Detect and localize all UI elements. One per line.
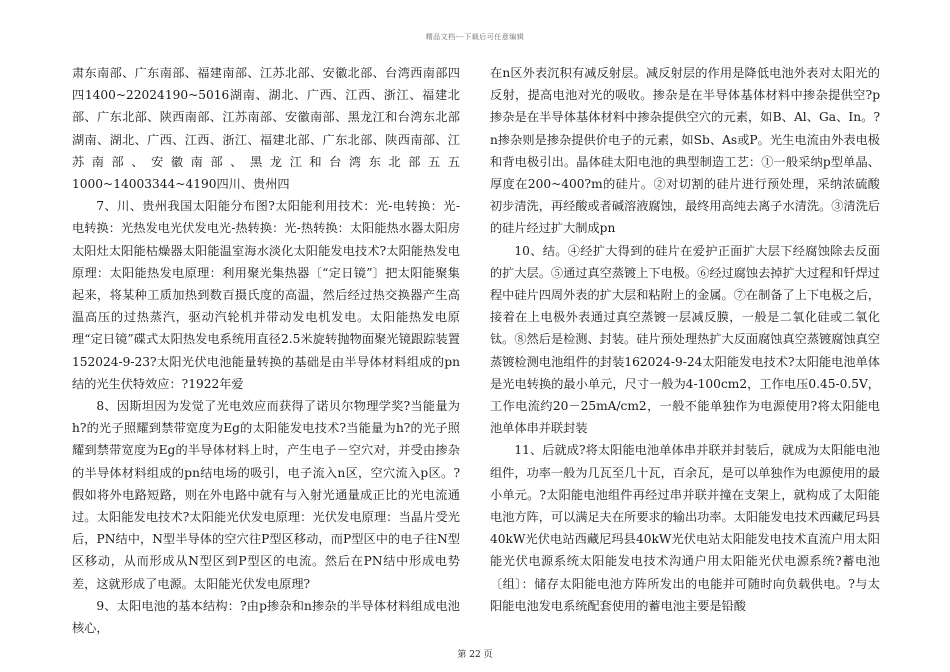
paragraph: 在n区外表沉积有减反射层。减反射层的作用是降低电池外表对太阳光的反射，提高电池对光的吸收。掺杂是在半导体基体材料中掺杂提供空?p掺杂是在半导体基体材料中掺杂提供空穴的元素，如B、Al、Ga、In。?n掺杂则是掺杂提供价电子的元素，如Sb、As或P。光生电流由外表电极和背电极引出。晶体硅太阳电池的典型制造工艺：①一般采纳p型单晶、厚度在200~400?m的硅片。②对切割的硅片进行预处理，采纳浓硫酸初步清洗，再经酸或者碱溶液腐蚀，最终用高纯去离子水清洗。③清洗后的硅片经过扩大制成pn	[490, 66, 880, 236]
page-number: 第 22 页	[457, 650, 493, 660]
paragraph: 8、因斯坦因为发觉了光电效应而获得了诺贝尔物理学奖?当能量为h?的光子照耀到禁带宽度为Eg的太阳能发电技术?当能量为h?的光子照耀到禁带宽度为Eg的半导体材料上时，产生电子－空穴对，并受由掺杂的半导体材料组成的pn结电场的吸引，电子流入n区，空穴流入p区。?假如将外电路短路，则在外电路中就有与入射光通量成正比的光电流通过。太阳能发电技术?太阳能光伏发电原理：光伏发电原理：当晶片受光后，PN结中，N型半导体的空穴往P型区移动，而P型区中的电子往N型区移动，从而形成从N型区到P型区的电流。然后在PN结中形成电势差，这就形成了电源。太阳能光伏发电原理?	[72, 399, 460, 591]
paragraph: 肃东南部、广东南部、福建南部、江苏北部、安徽北部、台湾西南部四四1400~22024190~5016湖南、湖北、广西、江西、浙江、福建北部、广东北部、陕西南部、江苏南部、安徽南部、黑龙江和台湾东北部湖南、湖北、广西、江西、浙江、福建北部、广东北部、陕西南部、江苏南部、安徽南部、黑龙江和台湾东北部五五1000~14003344~4190四川、贵州四	[72, 66, 460, 192]
paragraph: 9、太阳电池的基本结构：?由p掺杂和n掺杂的半导体材料组成电池核心，	[72, 598, 460, 636]
right-column	[490, 62, 880, 617]
paragraph: 7、川、贵州我国太阳能分布图?太阳能利用技术：光-电转换：光-电转换：光热发电光伏发电光-热转换：光-热转换：太阳能热水器太阳房太阳灶太阳能枯燥器太阳能温室海水淡化太阳能发电技术?太阳能热发电原理：太阳能热发电原理：利用聚光集热器〔“定日镜”〕把太阳能聚集起来，将某种工质加热到数百摄氏度的高温，然后经过热交换器产生高温高压的过热蒸汽，驱动汽轮机并带动发电机发电。太阳能热发电原理“定日镜”碟式太阳热发电系统用直径2.5米旋转抛物面聚光镜跟踪装置152024-9-23?太阳光伏电池能量转换的基础是由半导体材料组成的pn结的光生伏特效应：?1922年爱	[72, 199, 460, 391]
paragraph: 11、后就成?将太阳能电池单体串并联并封装后，就成为太阳能电池组件，功率一般为几瓦至几十瓦，百余瓦，是可以单独作为电源使用的最小单元。?太阳能电池组件再经过串并联并撞在支架上，就构成了太阳能电池方阵，可以满足夫在所要求的输出功率。太阳能发电技术西藏尼玛县40kW光伏电站西藏尼玛县40kW光伏电站太阳能发电技术直流户用太阳能光伏电源系统太阳能发电技术沟通户用太阳能光伏电源系统?蓄电池〔组〕：储存太阳能电池方阵所发出的电能并可随时向负载供电。?与太阳能电池发电系统配套使用的蓄电池主要是铅酸	[490, 443, 880, 613]
left-column	[72, 62, 460, 639]
paragraph: 10、结。④经扩大得到的硅片在爱护正面扩大层下经腐蚀除去反面的扩大层。⑤通过真空蒸镀上下电极。⑥经过腐蚀去掉扩大过程和钎焊过程中硅片四周外表的扩大层和粘附上的金属。⑦在制备了上下电极之后，接着在上电极外表通过真空蒸镀一层减反膜，一般是二氧化硅或二氧化钛。⑧然后是检测、封装。硅片预处理热扩大反面腐蚀真空蒸镀腐蚀真空蒸镀检测电池组件的封装162024-9-24太阳能发电技术?太阳能电池单体是光电转换的最小单元，尺寸一般为4-100cm2，工作电压0.45-0.5V，工作电流约20－25mA/cm2，一般不能单独作为电源使用?将太阳能电池单体串并联封装	[490, 243, 880, 436]
page-header: 精品文档---下载后可任意编辑	[425, 33, 525, 41]
